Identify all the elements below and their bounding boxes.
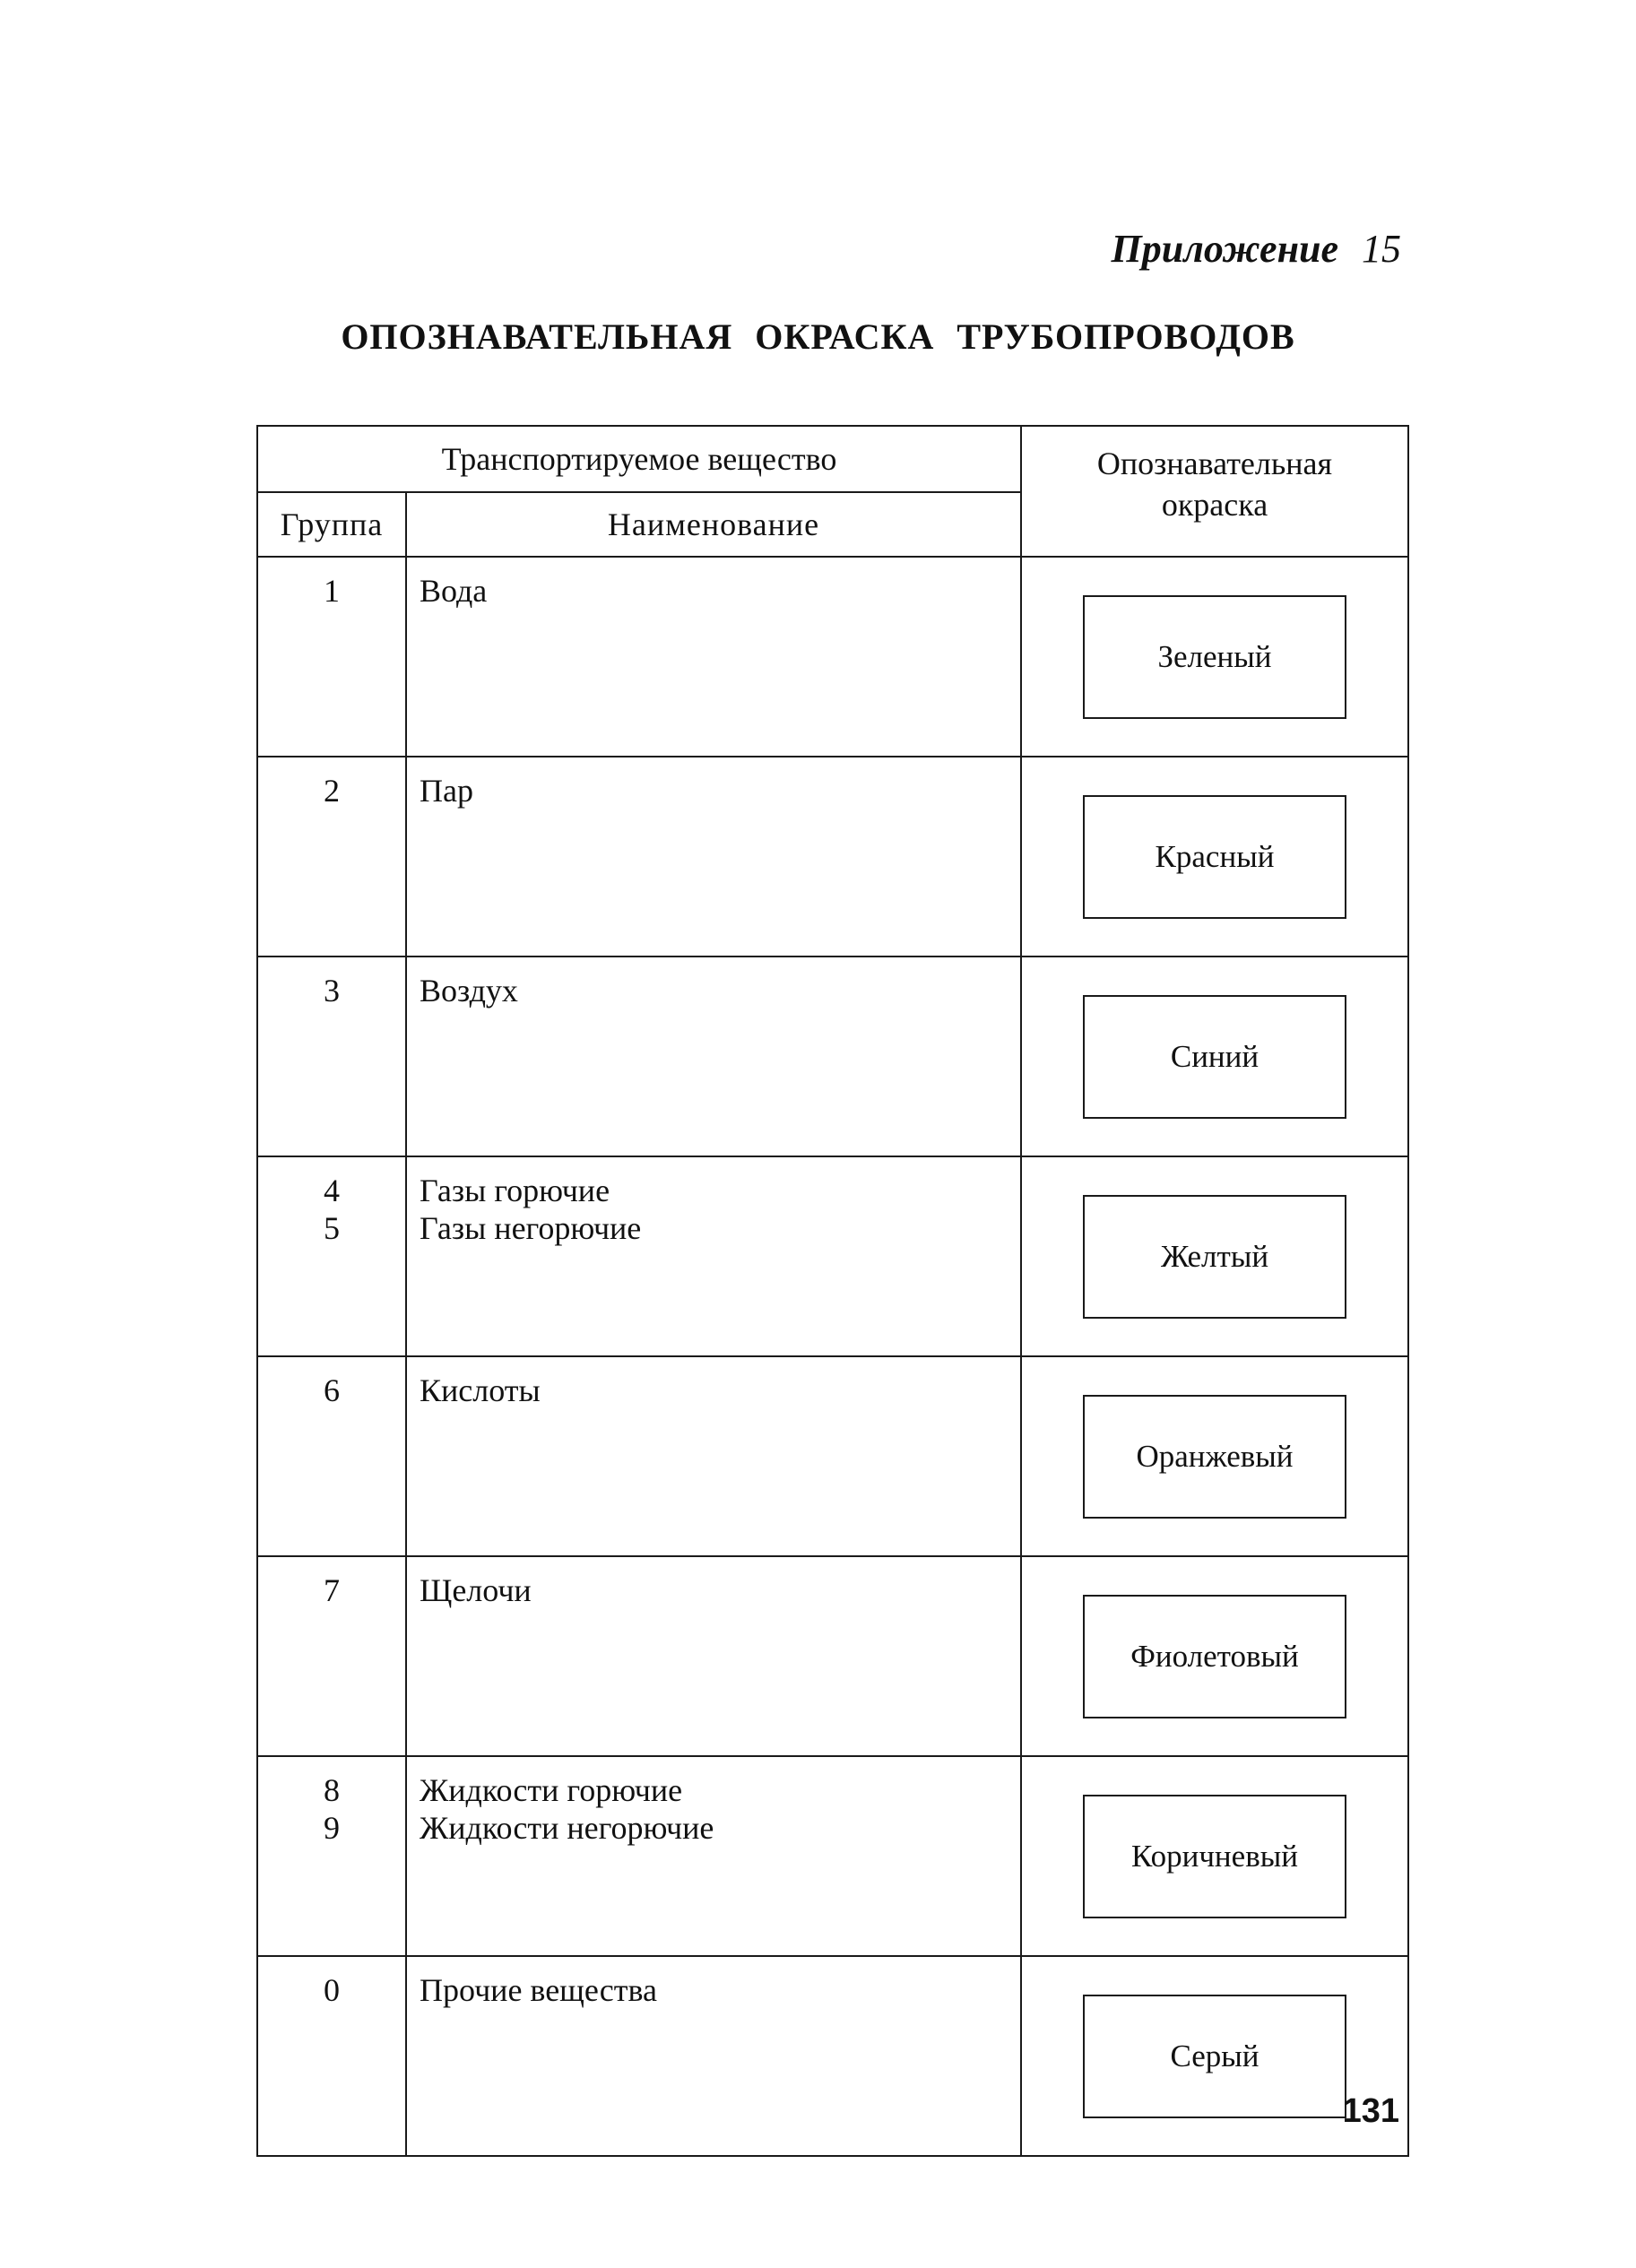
color-cell <box>1021 1356 1408 1556</box>
color-box: Зеленый <box>1083 595 1346 719</box>
color-box: Фиолетовый <box>1083 1595 1346 1718</box>
group-number: 2 <box>324 773 340 809</box>
color-box: Оранжевый <box>1083 1395 1346 1519</box>
appendix-word: Приложение <box>1111 227 1338 271</box>
pipeline-color-table <box>256 425 1409 2157</box>
header-color-line1: Опознавательная <box>1096 446 1333 481</box>
group-number: 0 <box>324 1972 340 2008</box>
name-cell <box>406 1356 1021 1556</box>
group-number: 6 <box>324 1372 340 1408</box>
group-cell <box>257 1956 406 2156</box>
substance-name: Прочие вещества <box>420 1972 657 2008</box>
group-cell <box>257 1156 406 1356</box>
group-cell <box>257 757 406 957</box>
table-row <box>257 1156 1408 1356</box>
group-cell <box>257 1556 406 1756</box>
color-cell <box>1021 757 1408 957</box>
color-box: Синий <box>1083 995 1346 1119</box>
color-cell <box>1021 557 1408 757</box>
substance-name: Кислоты <box>420 1372 541 1408</box>
substance-name: Воздух <box>420 973 518 1008</box>
group-number: 1 <box>324 573 340 609</box>
appendix-label <box>1112 226 1401 272</box>
name-cell <box>406 557 1021 757</box>
color-box: Серый <box>1083 1995 1346 2118</box>
color-cell <box>1021 1756 1408 1956</box>
table-row <box>257 557 1408 757</box>
group-number: 9 <box>324 1810 340 1846</box>
page-number: 131 <box>1342 2092 1399 2130</box>
group-cell <box>257 1756 406 1956</box>
substance-name: Газы горючие <box>420 1173 610 1208</box>
color-cell <box>1021 1156 1408 1356</box>
group-cell <box>257 1356 406 1556</box>
page-title: ОПОЗНАВАТЕЛЬНАЯ ОКРАСКА ТРУБОПРОВОДОВ <box>341 316 1295 357</box>
table-row <box>257 957 1408 1156</box>
name-cell <box>406 1156 1021 1356</box>
substance-name: Газы негорючие <box>420 1210 642 1246</box>
substance-name: Жидкости негорючие <box>420 1810 714 1846</box>
header-color <box>1021 426 1408 557</box>
color-box: Красный <box>1083 795 1346 919</box>
substance-name: Щелочи <box>420 1572 532 1608</box>
table-row <box>257 1756 1408 1956</box>
header-group: Группа <box>257 492 406 557</box>
group-number: 4 <box>324 1173 340 1208</box>
color-cell <box>1021 1556 1408 1756</box>
table-row <box>257 1356 1408 1556</box>
name-cell <box>406 757 1021 957</box>
table-row <box>257 1956 1408 2156</box>
group-number: 5 <box>324 1210 340 1246</box>
group-cell <box>257 557 406 757</box>
group-number: 8 <box>324 1772 340 1808</box>
name-cell <box>406 1756 1021 1956</box>
group-number: 3 <box>324 973 340 1008</box>
header-color-line2: окраска <box>1161 487 1268 523</box>
group-cell <box>257 957 406 1156</box>
table-row <box>257 1556 1408 1756</box>
color-box: Коричневый <box>1083 1795 1346 1918</box>
color-cell <box>1021 957 1408 1156</box>
color-box: Желтый <box>1083 1195 1346 1319</box>
substance-name: Вода <box>420 573 488 609</box>
header-name: Наименование <box>406 492 1021 557</box>
name-cell <box>406 957 1021 1156</box>
header-substance: Транспортируемое вещество <box>257 426 1021 492</box>
substance-name: Жидкости горючие <box>420 1772 683 1808</box>
group-number: 7 <box>324 1572 340 1608</box>
name-cell <box>406 1956 1021 2156</box>
appendix-number: 15 <box>1362 227 1401 271</box>
table-row <box>257 757 1408 957</box>
substance-name: Пар <box>420 773 473 809</box>
name-cell <box>406 1556 1021 1756</box>
